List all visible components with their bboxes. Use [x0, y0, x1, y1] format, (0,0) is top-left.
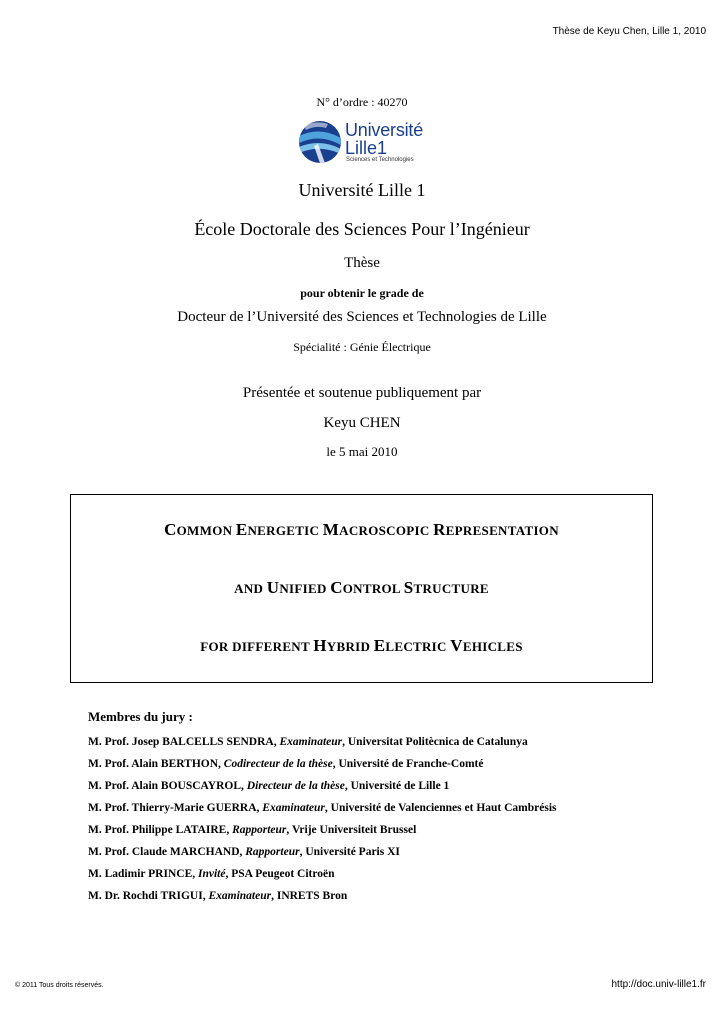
title-word: EHICLES: [462, 639, 523, 654]
title-word: TRUCTURE: [413, 581, 489, 596]
title-initial: M: [322, 520, 340, 539]
title-initial: C: [330, 578, 343, 597]
title-line-2: [71, 578, 652, 598]
thesis-title-box: [70, 494, 653, 683]
jury-member: [88, 867, 557, 889]
jury-member: [88, 801, 557, 823]
title-line-1: [71, 520, 652, 540]
title-initial: C: [164, 520, 177, 539]
university-name: Université Lille 1: [298, 180, 426, 200]
doctoral-school: École Doctorale des Sciences Pour l’Ingénieur: [194, 219, 530, 239]
jury-member-affiliation: , PSA Peugeot Citroën: [225, 868, 335, 880]
title-initial: S: [403, 578, 414, 597]
logo-text-universite: Université: [345, 120, 424, 140]
jury-member-name: M. Prof. Josep BALCELLS SENDRA,: [88, 736, 280, 748]
logo-globe-icon: [296, 118, 344, 166]
order-number: N° d’ordre : 40270: [316, 95, 408, 109]
title-word: AND: [234, 581, 267, 596]
title-word: YBRID: [326, 639, 374, 654]
jury-member: [88, 757, 557, 779]
title-word: ACROSCOPIC: [339, 523, 434, 538]
defense-date: le 5 mai 2010: [326, 444, 398, 459]
jury-member-affiliation: , INRETS Bron: [271, 890, 348, 902]
jury-member-role: Directeur de la thèse: [246, 780, 345, 792]
title-initial: E: [373, 636, 386, 655]
jury-member-name: M. Prof. Thierry-Marie GUERRA,: [88, 802, 263, 814]
jury-member-role: Codirecteur de la thèse: [223, 758, 333, 770]
title-initial: R: [433, 520, 446, 539]
logo-text-tagline: Sciences et Technologies: [346, 157, 414, 163]
title-word: LECTRIC: [385, 639, 451, 654]
presented-by: Présentée et soutenue publiquement par: [242, 385, 482, 401]
title-initial: E: [235, 520, 248, 539]
jury-member-affiliation: , Université de Franche-Comté: [332, 758, 484, 770]
jury-member-role: Examinateur: [262, 802, 325, 814]
jury-member-name: M. Prof. Philippe LATAIRE,: [88, 824, 233, 836]
jury-member-affiliation: , Université de Lille 1: [344, 780, 450, 792]
jury-member-role: Examinateur: [279, 736, 343, 748]
jury-heading: Membres du jury :: [88, 709, 193, 724]
title-initial: H: [313, 636, 327, 655]
title-initial: U: [266, 578, 280, 597]
jury-member: [88, 823, 557, 845]
jury-member-role: Rapporteur: [245, 846, 300, 858]
author-name: Keyu CHEN: [323, 415, 401, 431]
jury-member-role: Rapporteur: [232, 824, 287, 836]
degree-intro: pour obtenir le grade de: [300, 286, 424, 300]
jury-member-role: Examinateur: [208, 890, 272, 902]
jury-member-affiliation: , Vrije Universiteit Brussel: [286, 824, 417, 836]
speciality: Spécialité : Génie Électrique: [293, 340, 431, 354]
title-initial: V: [450, 636, 463, 655]
jury-member-affiliation: , Universitat Politècnica de Catalunya: [342, 736, 528, 748]
title-word: EPRESENTATION: [445, 523, 559, 538]
jury-list: [88, 735, 557, 911]
document-type: Thèse: [344, 255, 380, 271]
jury-member-name: M. Ladimir PRINCE,: [88, 868, 198, 880]
title-word: NERGETIC: [247, 523, 323, 538]
title-line-3: [71, 636, 652, 656]
jury-member: [88, 779, 557, 801]
jury-member: [88, 735, 557, 757]
jury-member: [88, 845, 557, 867]
jury-member-role: Invité: [198, 868, 226, 880]
degree-name: Docteur de l’Université des Sciences et Technologies de Lille: [177, 309, 547, 325]
title-word: NIFIED: [279, 581, 331, 596]
title-word: FOR DIFFERENT: [200, 639, 314, 654]
running-header: Thèse de Keyu Chen, Lille 1, 2010: [552, 26, 706, 37]
title-word: OMMON: [176, 523, 236, 538]
jury-member-name: M. Prof. Alain BOUSCAYROL,: [88, 780, 247, 792]
copyright-footer: © 2011 Tous droits réservés.: [15, 982, 104, 989]
logo-text-lille: Lille1: [345, 138, 388, 158]
source-url[interactable]: http://doc.univ-lille1.fr: [611, 979, 706, 990]
jury-member-name: M. Prof. Alain BERTHON,: [88, 758, 224, 770]
jury-member-name: M. Prof. Claude MARCHAND,: [88, 846, 246, 858]
jury-member-affiliation: , Université de Valenciennes et Haut Cambrésis: [324, 802, 557, 814]
title-word: ONTROL: [342, 581, 404, 596]
jury-member-affiliation: , Université Paris XI: [299, 846, 400, 858]
jury-member-name: M. Dr. Rochdi TRIGUI,: [88, 890, 209, 902]
university-logo: [296, 118, 431, 168]
jury-member: [88, 889, 557, 911]
